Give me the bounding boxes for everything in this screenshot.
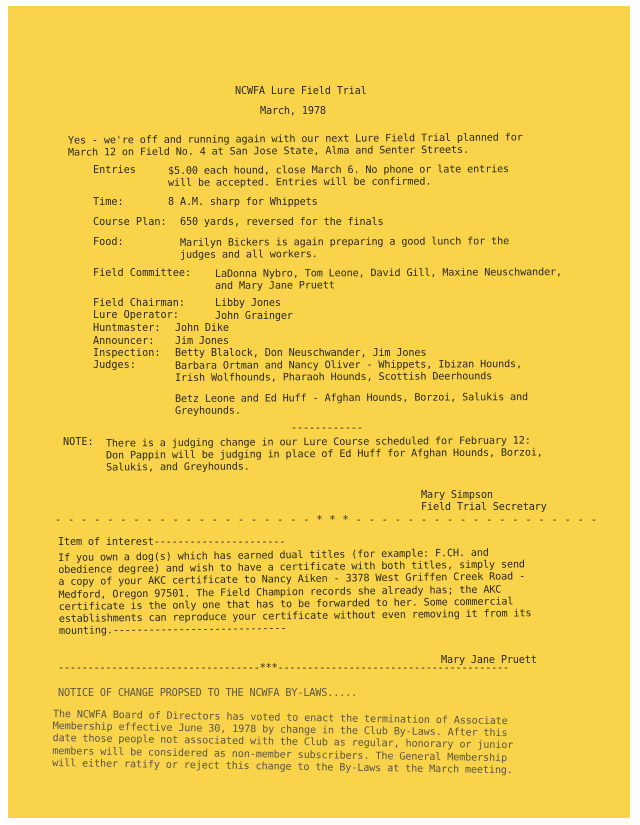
item-of-interest-signature: Mary Jane Pruett [441, 655, 537, 666]
entries-label: Entries [93, 165, 136, 176]
entries-value: $5.00 each hound, close March 6. No phone or late entries will be accepted. Entries will be confirmed. [167, 164, 510, 190]
notice-body: The NCWFA Board of Directors has voted to enact the termination of Associate Membership effective June 30, 1978 by change in the Club By-Laws. After this date those people not associated with the Club as regular, honorary or junior members will be considered as non-member subscribers. The General Membership will either ratify or reject this change to the By-Laws at the March meeting. [52, 709, 514, 777]
huntmaster-value: John Dike [175, 323, 229, 334]
inspection-label: Inspection: [93, 348, 161, 359]
notice-heading: NOTICE OF CHANGE PROPSED TO THE NCWFA BY-LAWS..... [58, 688, 358, 699]
time-label: Time: [93, 197, 124, 208]
note-text: There is a judging change in our Lure Course scheduled for February 12: Don Pappin will be judging in place of Ed Huff for Afghan Hounds, Borzoi, Salukis, and Greyhounds. [105, 435, 543, 474]
judges-value-1: Barbara Ortman and Nancy Oliver - Whippets, Ibizan Hounds, Irish Wolfhounds, Pharaoh Hounds, Scottish Deerhounds [174, 359, 523, 385]
item-of-interest-heading: Item of interest---------------------- [58, 537, 286, 548]
divider-1: - - - - - - - - - - - - - - - - - - - - * * * - - - - - - - - - - - - - - - - - - - [55, 515, 598, 526]
field-chairman-label: Field Chairman: [93, 298, 186, 309]
intro-paragraph: Yes - we're off and running again with our next Lure Field Trial planned for March 12 on Field No. 4 at San Jose State, Alma and Senter Streets. [67, 132, 523, 159]
judges-label: Judges: [93, 360, 136, 371]
announcer-value: Jim Jones [175, 336, 229, 347]
course-plan-value: 650 yards, reversed for the finals [180, 217, 384, 228]
divider-2: ----------------------------------***--------------------------------------- [58, 663, 509, 674]
lure-operator-value: John Grainger [215, 311, 293, 322]
course-plan-label: Course Plan: [93, 217, 167, 228]
field-chairman-value: Libby Jones [215, 298, 281, 309]
short-rule: ------------ [291, 423, 363, 434]
field-committee-label: Field Committee: [93, 268, 192, 279]
time-value: 8 A.M. sharp for Whippets [168, 197, 318, 208]
inspection-value: Betty Blalock, Don Neuschwander, Jim Jones [175, 348, 427, 359]
signature-1-title: Field Trial Secretary [421, 502, 547, 513]
item-of-interest-body: If you own a dog(s) which has earned dual titles (for example: F.CH. and obedience degree) and wish to have a certificate with both titles, simply send a copy of your AKC certificate to Nancy Aiken - 3378 West Griffen Creek Road - Medford, Oregon 97501. The Field Champion records she already has; the AKC certificate is the only one that has to be forwarded to her. Some commercial establishments can reproduce your certificate without even removing it from its mounting.----------------------------- [58, 547, 532, 638]
field-committee-value: LaDonna Nybro, Tom Leone, David Gill, Maxine Neuschwander, and Mary Jane Pruett [214, 267, 563, 293]
flyer-page [8, 6, 630, 818]
document-title: NCWFA Lure Field Trial [235, 86, 367, 97]
huntmaster-label: Huntmaster: [93, 323, 161, 334]
note-label: NOTE: [63, 437, 94, 448]
judges-value-2: Betz Leone and Ed Huff - Afghan Hounds, Borzoi, Salukis and Greyhounds. [174, 392, 529, 418]
document-date: March, 1978 [260, 106, 326, 117]
lure-operator-label: Lure Operator: [93, 310, 179, 321]
signature-1-name: Mary Simpson [421, 490, 493, 501]
food-label: Food: [93, 237, 124, 248]
food-value: Marilyn Bickers is again preparing a good lunch for the judges and all workers. [179, 236, 510, 262]
announcer-label: Announcer: [93, 336, 155, 347]
